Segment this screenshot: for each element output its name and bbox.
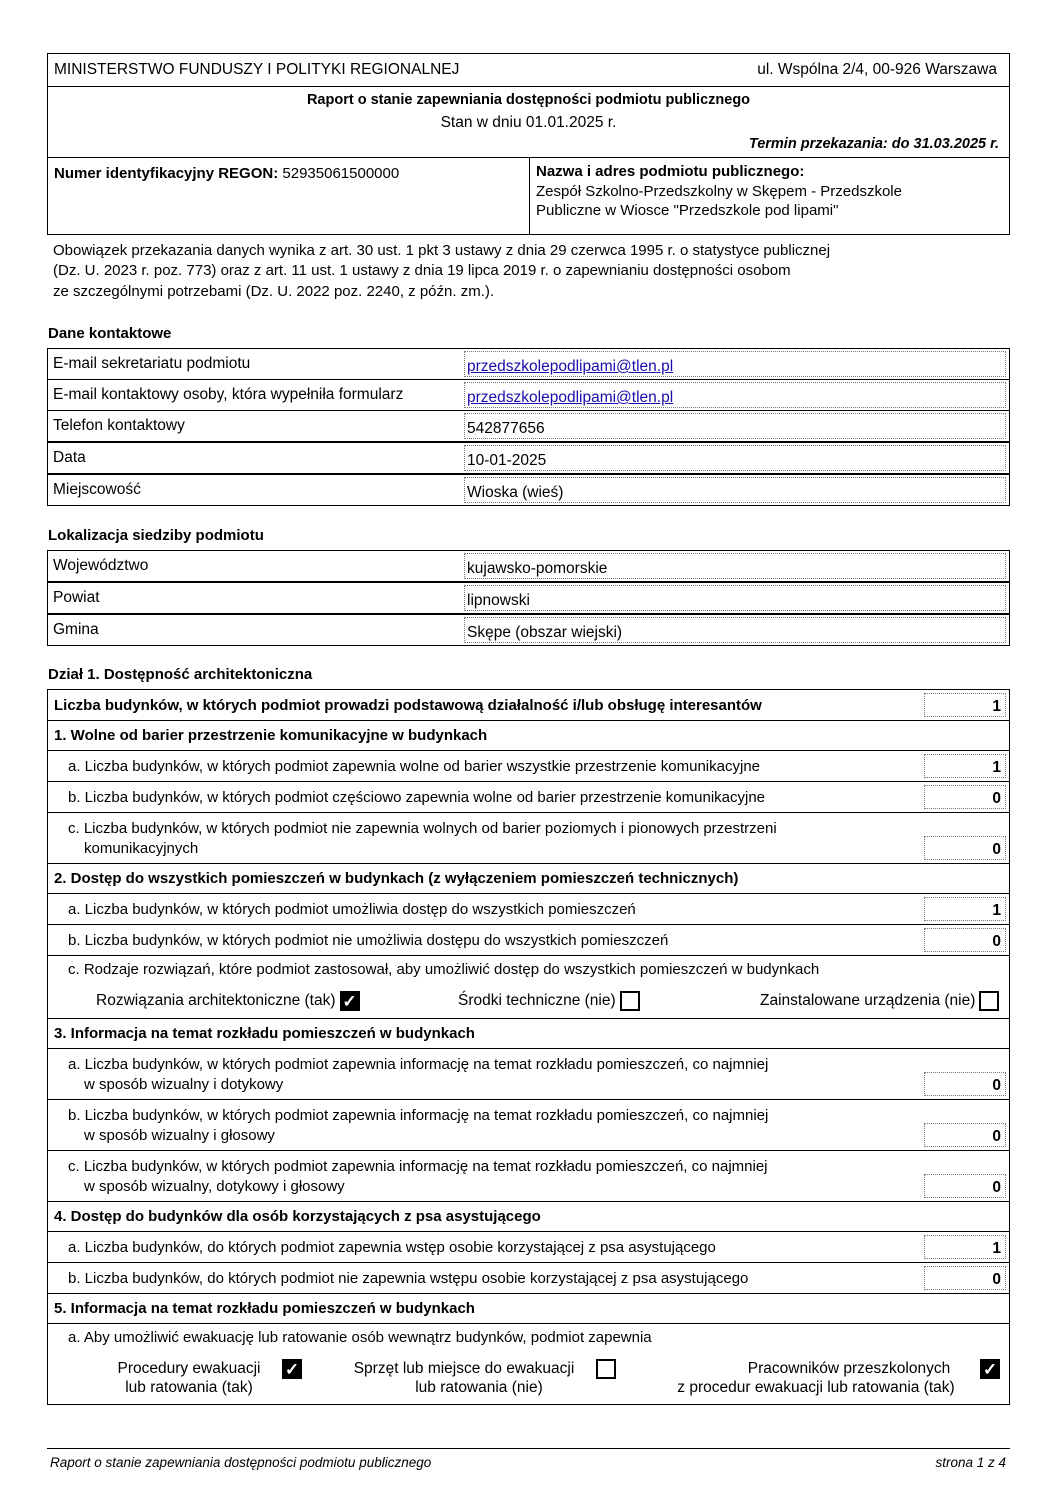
section1-title: Dział 1. Dostępność architektoniczna (48, 666, 313, 683)
option-architectural (96, 991, 360, 1011)
location-label: Gmina (53, 621, 99, 638)
report-as-of: Stan w dniu 01.01.2025 r. (440, 113, 617, 131)
contact-value (464, 351, 1006, 377)
row-value: 0 (924, 785, 1006, 809)
report-title: Raport o stanie zapewniania dostępności podmiotu publicznego (306, 92, 751, 108)
checked-checkbox-icon[interactable]: ✓ (282, 1359, 302, 1379)
option-label-line1: Pracowników przeszkolonych (747, 1360, 951, 1377)
contact-row-date (47, 442, 1010, 474)
row-label-line1: b. Liczba budynków, w których podmiot zapewnia informację na temat rozkładu pomieszczeń, co najmniej (68, 1106, 769, 1124)
row-4b (47, 1262, 1010, 1294)
row-label (48, 1051, 924, 1100)
row-label-line1: a. Liczba budynków, w których podmiot zapewnia informację na temat rozkładu pomieszczeń, co najmniej (68, 1055, 769, 1073)
contact-row-email-person (47, 379, 1010, 411)
contact-label: E-mail sekretariatu podmiotu (53, 355, 251, 372)
contact-row-phone (47, 410, 1010, 442)
location-section-title: Lokalizacja siedziby podmiotu (48, 527, 264, 544)
entity-cell (530, 158, 1009, 234)
page-number: strona 1 z 4 (935, 1455, 1006, 1470)
ministry-address: ul. Wspólna 2/4, 00-926 Warszawa (757, 60, 997, 78)
row-label: b. Liczba budynków, do których podmiot nie zapewnia wstępu osobie korzystającej z psa asystującego (68, 1269, 749, 1287)
entity-name-line2: Publiczne w Wiosce "Przedszkole pod lipami" (536, 202, 839, 219)
legal-basis (53, 241, 1003, 302)
contact-label: Miejscowość (53, 481, 141, 498)
row-3c (47, 1150, 1010, 1202)
row-label (48, 1153, 924, 1202)
row-3b (47, 1099, 1010, 1151)
subsection-2-header (47, 863, 1010, 894)
option-label: Środki techniczne (nie) (458, 992, 616, 1009)
row-label-line2: w sposób wizualny i dotykowy (84, 1075, 284, 1093)
location-value: lipnowski (464, 585, 1006, 611)
row-2b (47, 924, 1010, 956)
location-row-voivodeship (47, 550, 1010, 582)
row-label: b. Liczba budynków, w których podmiot częściowo zapewnia wolne od barier przestrzenie komunikacyjne (68, 788, 766, 806)
row-3a (47, 1048, 1010, 1100)
contact-value (464, 382, 1006, 408)
row-value: 0 (924, 1266, 1006, 1290)
row-value: 1 (924, 754, 1006, 778)
row-1b (47, 781, 1010, 813)
row-value: 0 (924, 1174, 1006, 1198)
row-value: 0 (924, 1072, 1006, 1096)
row-label: a. Liczba budynków, do których podmiot zapewnia wstęp osobie korzystającej z psa asystującego (68, 1238, 716, 1256)
option-technical (458, 991, 640, 1011)
legal-line3: ze szczególnymi potrzebami (Dz. U. 2022 poz. 2240, z późn. zm.). (53, 282, 495, 300)
row-label: a. Liczba budynków, w których podmiot zapewnia wolne od barier wszystkie przestrzenie komunikacyjne (68, 757, 760, 775)
entity-label: Nazwa i adres podmiotu publicznego: (536, 163, 805, 180)
contact-label: E-mail kontaktowy osoby, która wypełniła formularz (53, 386, 404, 403)
report-deadline: Termin przekazania: do 31.03.2025 r. (748, 135, 999, 152)
row-value: 0 (924, 1123, 1006, 1147)
option-label: Rozwiązania architektoniczne (tak) (96, 992, 336, 1009)
option-label: Zainstalowane urządzenia (nie) (760, 992, 976, 1009)
option-label-line1: Sprzęt lub miejsce do ewakuacji (353, 1360, 575, 1377)
row-4a (47, 1231, 1010, 1263)
subsection-title: 2. Dostęp do wszystkich pomieszczeń w budynkach (z wyłączeniem pomieszczeń technicznych) (54, 869, 739, 887)
location-label: Powiat (53, 589, 100, 606)
entity-info (47, 157, 1010, 235)
option-evacuation-procedures (104, 1359, 274, 1398)
footer-title: Raport o stanie zapewniania dostępności podmiotu publicznego (50, 1455, 432, 1470)
legal-line2: (Dz. U. 2023 r. poz. 773) oraz z art. 11 ust. 1 ustawy z dnia 19 lipca 2019 r. o zapewnianiu dostępności osobom (53, 262, 791, 280)
row-label-line2: w sposób wizualny i głosowy (84, 1126, 275, 1144)
entity-name-line1: Zespół Szkolno-Przedszkolny w Skępem - Przedszkole (536, 182, 902, 200)
row-label: c. Rodzaje rozwiązań, które podmiot zastosował, aby umożliwić dostęp do wszystkich pomieszczeń w budynkach (68, 961, 820, 978)
checked-checkbox-icon[interactable]: ✓ (340, 991, 360, 1011)
footer-divider (47, 1448, 1010, 1449)
row-label-line1: c. Liczba budynków, w których podmiot zapewnia informację na temat rozkładu pomieszczeń, co najmniej (68, 1157, 768, 1175)
row-value: 0 (924, 928, 1006, 952)
regon-cell (48, 158, 530, 234)
row-label: b. Liczba budynków, w których podmiot nie umożliwia dostępu do wszystkich pomieszczeń (68, 931, 669, 949)
contact-value: Wioska (wieś) (464, 477, 1006, 503)
checked-checkbox-icon[interactable]: ✓ (980, 1359, 1000, 1379)
row-label (48, 1102, 924, 1151)
row-value: 1 (924, 897, 1006, 921)
email-link[interactable]: przedszkolepodlipami@tlen.pl (467, 358, 674, 375)
location-label: Województwo (53, 557, 149, 574)
option-label-line2: lub ratowania (nie) (415, 1379, 543, 1397)
subsection-3-header (47, 1018, 1010, 1049)
subsection-4-header (47, 1201, 1010, 1232)
location-value: Skępe (obszar wiejski) (464, 617, 1006, 643)
option-evacuation-equipment (338, 1359, 590, 1398)
row-2a (47, 893, 1010, 925)
contact-row-city (47, 474, 1010, 506)
regon-label: Numer identyfikacyjny REGON: (54, 165, 279, 182)
option-devices (760, 991, 999, 1011)
row-value: 0 (924, 836, 1006, 860)
location-row-commune (47, 614, 1010, 646)
row-value: 1 (924, 1235, 1006, 1259)
empty-checkbox-icon[interactable] (596, 1359, 616, 1379)
regon-value: 52935061500000 (282, 165, 400, 182)
location-row-county (47, 582, 1010, 614)
contact-value: 10-01-2025 (464, 445, 1006, 471)
row-label: a. Liczba budynków, w których podmiot umożliwia dostęp do wszystkich pomieszczeń (68, 900, 636, 918)
row-value: 1 (924, 693, 1006, 717)
contact-row-email-office (47, 348, 1010, 380)
contact-section-title: Dane kontaktowe (48, 325, 172, 342)
contact-label: Telefon kontaktowy (53, 417, 185, 434)
option-trained-staff (656, 1359, 976, 1398)
row-label-line1: c. Liczba budynków, w których podmiot nie zapewnia wolnych od barier poziomych i pionowych przestrzeni (68, 819, 777, 837)
row-buildings-count (47, 689, 1010, 721)
subsection-title: 3. Informacja na temat rozkładu pomieszczeń w budynkach (54, 1024, 475, 1042)
row-label (48, 815, 924, 864)
ministry-name: MINISTERSTWO FUNDUSZY I POLITYKI REGIONALNEJ (54, 60, 460, 78)
subsection-5-header (47, 1293, 1010, 1324)
subsection-title: 4. Dostęp do budynków dla osób korzystających z psa asystującego (54, 1207, 541, 1225)
row-1c (47, 812, 1010, 864)
row-label: Liczba budynków, w których podmiot prowadzi podstawową działalność i/lub obsługę interesantów (54, 696, 762, 714)
page-footer (50, 1454, 1010, 1472)
report-title-block (47, 86, 1010, 158)
subsection-title: 5. Informacja na temat rozkładu pomieszczeń w budynkach (54, 1299, 475, 1317)
row-label-line2: komunikacyjnych (84, 839, 199, 857)
row-label: a. Aby umożliwić ewakuację lub ratowanie osób wewnątrz budynków, podmiot zapewnia (68, 1329, 652, 1346)
option-label-line1: Procedury ewakuacji (117, 1360, 261, 1377)
empty-checkbox-icon[interactable] (620, 991, 640, 1011)
header-ministry-row (47, 53, 1010, 87)
row-1a (47, 750, 1010, 782)
contact-value: 542877656 (464, 413, 1006, 439)
row-label-line2: w sposób wizualny, dotykowy i głosowy (84, 1177, 345, 1195)
subsection-1-header (47, 720, 1010, 751)
option-label-line2: z procedur ewakuacji lub ratowania (tak) (677, 1379, 955, 1397)
option-label-line2: lub ratowania (tak) (125, 1379, 253, 1397)
legal-line1: Obowiązek przekazania danych wynika z art. 30 ust. 1 pkt 3 ustawy z dnia 29 czerwca 1995 r. o statystyce publicznej (53, 242, 831, 259)
empty-checkbox-icon[interactable] (979, 991, 999, 1011)
email-link[interactable]: przedszkolepodlipami@tlen.pl (467, 389, 674, 406)
location-value: kujawsko-pomorskie (464, 553, 1006, 579)
contact-label: Data (53, 449, 86, 466)
subsection-title: 1. Wolne od barier przestrzenie komunikacyjne w budynkach (54, 726, 488, 744)
